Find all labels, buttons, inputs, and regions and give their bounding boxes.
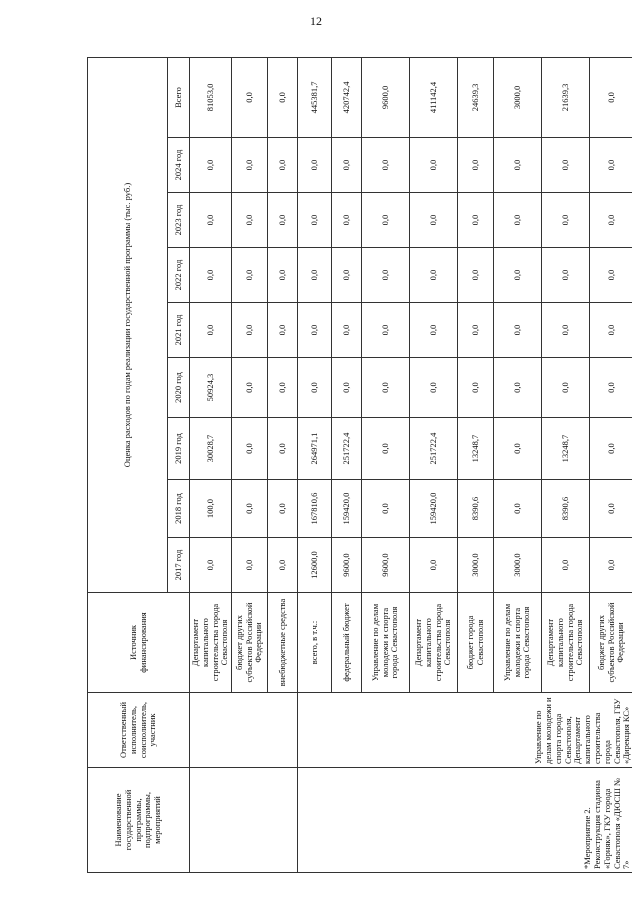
year-value-cell: 0,0 bbox=[542, 138, 590, 193]
year-value-cell: 0,0 bbox=[590, 193, 632, 248]
rotated-table-frame bbox=[87, 58, 632, 873]
year-value-cell: 0,0 bbox=[362, 480, 410, 538]
total-value-cell: 0,0 bbox=[232, 57, 268, 137]
total-value-cell: 3000,0 bbox=[494, 57, 542, 137]
year-value-cell: 0,0 bbox=[268, 480, 298, 538]
year-value-cell: 30028,7 bbox=[190, 418, 232, 480]
header-program-name: Наименование государственной программы, подпрограммы, мероприятий bbox=[88, 768, 190, 873]
source-cell: внебюджетные средства bbox=[268, 593, 298, 693]
total-value-cell: 0,0 bbox=[268, 57, 298, 137]
year-value-cell: 0,0 bbox=[542, 303, 590, 358]
header-year-3: 2020 год bbox=[168, 358, 190, 418]
year-value-cell: 0,0 bbox=[232, 248, 268, 303]
year-value-cell: 0,0 bbox=[542, 193, 590, 248]
header-estimate: Оценка расходов по годам реализации государственной программы (тыс. руб.) bbox=[88, 57, 168, 592]
year-value-cell: 0,0 bbox=[410, 193, 458, 248]
year-value-cell: 0,0 bbox=[268, 358, 298, 418]
source-cell: федеральный бюджет bbox=[332, 593, 362, 693]
year-value-cell: 0,0 bbox=[410, 358, 458, 418]
year-value-cell: 0,0 bbox=[494, 480, 542, 538]
year-value-cell: 0,0 bbox=[494, 193, 542, 248]
year-value-cell: 0,0 bbox=[298, 248, 332, 303]
year-value-cell: 0,0 bbox=[232, 138, 268, 193]
source-cell: Департамент капитального строительства города Севастополя bbox=[542, 593, 590, 693]
year-value-cell: 0,0 bbox=[190, 138, 232, 193]
year-value-cell: 0,0 bbox=[458, 193, 494, 248]
page-number: 12 bbox=[310, 14, 322, 28]
year-value-cell: 0,0 bbox=[458, 358, 494, 418]
year-value-cell: 159420,0 bbox=[332, 480, 362, 538]
year-value-cell: 13248,7 bbox=[542, 418, 590, 480]
header-year-7: 2024 год bbox=[168, 138, 190, 193]
source-cell: бюджет других субъектов Российской Федерации bbox=[232, 593, 268, 693]
landscape-table-wrapper bbox=[87, 58, 632, 873]
year-value-cell: 0,0 bbox=[362, 303, 410, 358]
expenses-table bbox=[87, 57, 632, 873]
year-value-cell: 3000,0 bbox=[494, 538, 542, 593]
year-value-cell: 0,0 bbox=[410, 303, 458, 358]
year-value-cell: 0,0 bbox=[232, 480, 268, 538]
year-value-cell: 0,0 bbox=[410, 538, 458, 593]
year-value-cell: 0,0 bbox=[268, 138, 298, 193]
year-value-cell: 0,0 bbox=[298, 358, 332, 418]
year-value-cell: 0,0 bbox=[590, 480, 632, 538]
measure-name-cell: *Мероприятие 2. Реконструкция стадиона «Горняк», ГКУ города Севастополя «ДЮСШ № 7» bbox=[298, 768, 632, 873]
total-value-cell: 9600,0 bbox=[362, 57, 410, 137]
year-value-cell: 0,0 bbox=[268, 193, 298, 248]
header-executor: Ответственный исполнитель, соисполнитель, участник bbox=[88, 693, 190, 768]
table-row bbox=[190, 57, 232, 872]
year-value-cell: 0,0 bbox=[590, 248, 632, 303]
header-year-1: 2018 год bbox=[168, 480, 190, 538]
year-value-cell: 0,0 bbox=[332, 138, 362, 193]
year-value-cell: 0,0 bbox=[494, 358, 542, 418]
header-year-0: 2017 год bbox=[168, 538, 190, 593]
header-year-6: 2023 год bbox=[168, 193, 190, 248]
year-value-cell: 251722,4 bbox=[332, 418, 362, 480]
year-value-cell: 0,0 bbox=[190, 303, 232, 358]
year-value-cell: 0,0 bbox=[494, 418, 542, 480]
row-name-cell bbox=[190, 768, 298, 873]
year-value-cell: 0,0 bbox=[458, 248, 494, 303]
year-value-cell: 13248,7 bbox=[458, 418, 494, 480]
source-cell: Управление по делам молодежи и спорта города Севастополя bbox=[362, 593, 410, 693]
year-value-cell: 0,0 bbox=[410, 248, 458, 303]
year-value-cell: 0,0 bbox=[542, 248, 590, 303]
year-value-cell: 0,0 bbox=[298, 138, 332, 193]
year-value-cell: 0,0 bbox=[458, 303, 494, 358]
year-value-cell: 100,0 bbox=[190, 480, 232, 538]
year-value-cell: 0,0 bbox=[362, 248, 410, 303]
year-value-cell: 0,0 bbox=[268, 538, 298, 593]
year-value-cell: 0,0 bbox=[190, 248, 232, 303]
source-cell: бюджет города Севастополя bbox=[458, 593, 494, 693]
year-value-cell: 0,0 bbox=[190, 538, 232, 593]
total-value-cell: 411142,4 bbox=[410, 57, 458, 137]
total-value-cell: 445381,7 bbox=[298, 57, 332, 137]
year-value-cell: 0,0 bbox=[268, 303, 298, 358]
total-value-cell: 21639,3 bbox=[542, 57, 590, 137]
year-value-cell: 0,0 bbox=[268, 248, 298, 303]
year-value-cell: 8390,6 bbox=[542, 480, 590, 538]
year-value-cell: 3000,0 bbox=[458, 538, 494, 593]
year-value-cell: 0,0 bbox=[542, 538, 590, 593]
year-value-cell: 0,0 bbox=[590, 138, 632, 193]
source-cell: Департамент капитального строительства города Севастополя bbox=[190, 593, 232, 693]
year-value-cell: 251722,4 bbox=[410, 418, 458, 480]
year-value-cell: 0,0 bbox=[190, 193, 232, 248]
year-value-cell: 0,0 bbox=[458, 138, 494, 193]
header-year-8: Всего bbox=[168, 57, 190, 137]
year-value-cell: 9600,0 bbox=[362, 538, 410, 593]
year-value-cell: 0,0 bbox=[494, 248, 542, 303]
year-value-cell: 159420,0 bbox=[410, 480, 458, 538]
year-value-cell: 0,0 bbox=[332, 193, 362, 248]
source-cell: всего, в т.ч.: bbox=[298, 593, 332, 693]
year-value-cell: 0,0 bbox=[494, 138, 542, 193]
year-value-cell: 0,0 bbox=[362, 193, 410, 248]
table-row bbox=[298, 57, 332, 872]
year-value-cell: 0,0 bbox=[590, 358, 632, 418]
year-value-cell: 0,0 bbox=[232, 193, 268, 248]
year-value-cell: 0,0 bbox=[362, 138, 410, 193]
source-cell: Департамент капитального строительства города Севастополя bbox=[410, 593, 458, 693]
year-value-cell: 0,0 bbox=[298, 303, 332, 358]
year-value-cell: 9600,0 bbox=[332, 538, 362, 593]
year-value-cell: 8390,6 bbox=[458, 480, 494, 538]
header-source: Источник финансирования bbox=[88, 593, 190, 693]
year-value-cell: 0,0 bbox=[232, 418, 268, 480]
total-value-cell: 81053,0 bbox=[190, 57, 232, 137]
year-value-cell: 0,0 bbox=[590, 418, 632, 480]
header-year-4: 2021 год bbox=[168, 303, 190, 358]
year-value-cell: 12600,0 bbox=[298, 538, 332, 593]
year-value-cell: 0,0 bbox=[232, 358, 268, 418]
total-value-cell: 24639,3 bbox=[458, 57, 494, 137]
year-value-cell: 0,0 bbox=[494, 303, 542, 358]
year-value-cell: 167810,6 bbox=[298, 480, 332, 538]
year-value-cell: 0,0 bbox=[362, 358, 410, 418]
year-value-cell: 0,0 bbox=[332, 358, 362, 418]
year-value-cell: 0,0 bbox=[542, 358, 590, 418]
source-cell: бюджет других субъектов Российской Федерации bbox=[590, 593, 632, 693]
header-year-2: 2019 год bbox=[168, 418, 190, 480]
year-value-cell: 0,0 bbox=[298, 193, 332, 248]
year-value-cell: 0,0 bbox=[590, 538, 632, 593]
year-value-cell: 50924,3 bbox=[190, 358, 232, 418]
source-cell: Управление по делам молодежи и спорта города Севастополя bbox=[494, 593, 542, 693]
year-value-cell: 0,0 bbox=[590, 303, 632, 358]
row-exec-cell bbox=[190, 693, 298, 768]
year-value-cell: 0,0 bbox=[232, 303, 268, 358]
year-value-cell: 0,0 bbox=[268, 418, 298, 480]
measure-exec-cell: Управление по делам молодежи и спорта города Севастополя, Департамент капитального строительства города Севастополя, ГБУ «Дирекция КС» bbox=[298, 693, 632, 768]
year-value-cell: 0,0 bbox=[232, 538, 268, 593]
year-value-cell: 0,0 bbox=[362, 418, 410, 480]
year-value-cell: 0,0 bbox=[410, 138, 458, 193]
year-value-cell: 0,0 bbox=[332, 248, 362, 303]
total-value-cell: 420742,4 bbox=[332, 57, 362, 137]
year-value-cell: 0,0 bbox=[332, 303, 362, 358]
total-value-cell: 0,0 bbox=[590, 57, 632, 137]
year-value-cell: 264971,1 bbox=[298, 418, 332, 480]
header-year-5: 2022 год bbox=[168, 248, 190, 303]
